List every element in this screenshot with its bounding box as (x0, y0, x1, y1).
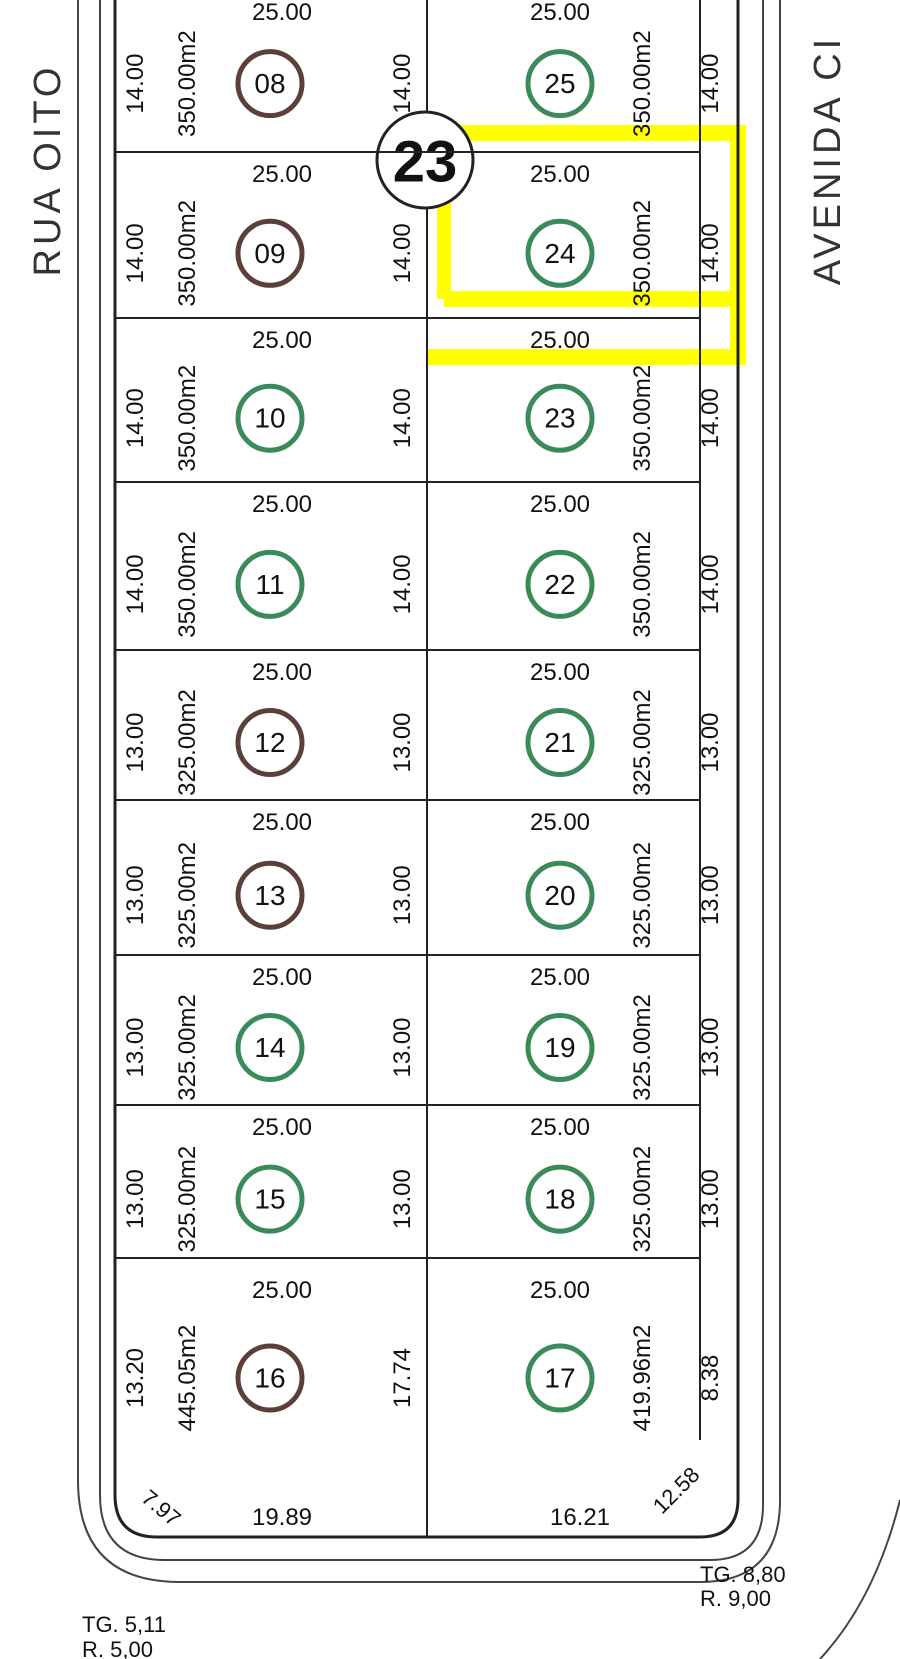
lot-top-dim-18: 25.00 (529, 1114, 591, 1141)
lot-bottom-dim-17: 16.21 (549, 1504, 611, 1531)
lot-area-15: 325.00m2 (174, 1145, 201, 1253)
lot-area-22: 350.00m2 (629, 531, 656, 638)
lot-front-dim-25: 14.00 (697, 53, 724, 114)
lot-number-12: 12 (254, 727, 286, 758)
lot-number-24: 24 (544, 237, 576, 269)
lot-area-09: 350.00m2 (174, 199, 201, 307)
lot-top-dim-22: 25.00 (529, 491, 591, 518)
lot-number-13: 13 (254, 879, 286, 911)
lot-side-dim-16: 17.74 (389, 1347, 416, 1409)
lot-top-dim-14: 25.00 (251, 964, 313, 991)
lot-number-23: 23 (544, 402, 576, 434)
lot-number-15: 15 (254, 1183, 286, 1215)
lot-front-dim-18: 13.00 (697, 1169, 724, 1230)
lot-front-dim-11: 14.00 (122, 554, 149, 615)
lot-area-11: 350.00m2 (174, 531, 201, 638)
lot-number-17: 17 (544, 1362, 576, 1394)
lot-bottom-dim-16: 19.89 (251, 1504, 313, 1531)
lot-top-dim-25: 25.00 (529, 0, 591, 26)
avenue-curb (820, 1500, 900, 1659)
lot-top-dim-13: 25.00 (251, 809, 313, 836)
lot-number-09: 09 (254, 237, 286, 269)
lot-top-dim-10: 25.00 (251, 327, 313, 354)
lot-front-dim-15: 13.00 (122, 1169, 149, 1230)
block-badge-label: 23 (392, 129, 458, 195)
lot-front-dim-22: 14.00 (697, 554, 724, 615)
street-left-name: RUA OITO (27, 63, 69, 277)
lot-number-21: 21 (544, 727, 576, 758)
lot-area-10: 350.00m2 (174, 364, 201, 472)
lot-area-18: 325.00m2 (629, 1145, 656, 1253)
lot-front-dim-17: 8.38 (697, 1354, 724, 1402)
lot-side-dim-15: 13.00 (389, 1169, 416, 1230)
curve-right-r: R. 9,00 (700, 1586, 771, 1611)
lot-top-dim-17: 25.00 (529, 1277, 591, 1304)
curve-left-tg: TG. 5,11 (82, 1612, 166, 1637)
lot-area-16: 445.05m2 (174, 1324, 201, 1432)
lot-top-dim-08: 25.00 (251, 0, 313, 26)
lot-front-dim-23: 14.00 (697, 388, 724, 449)
lot-top-dim-11: 25.00 (251, 491, 313, 518)
street-right-name: AVENIDA CI (807, 34, 849, 286)
lot-front-dim-24: 14.00 (697, 223, 724, 284)
lot-front-dim-21: 13.00 (697, 712, 724, 773)
lot-corner-dim-16: 7.97 (136, 1484, 186, 1532)
lot-area-23: 350.00m2 (629, 364, 656, 472)
lot-number-16: 16 (254, 1362, 286, 1394)
lot-number-25: 25 (544, 68, 576, 100)
lot-side-dim-11: 14.00 (389, 554, 416, 615)
lot-front-dim-08: 14.00 (122, 53, 149, 114)
lot-side-dim-09: 14.00 (389, 223, 416, 284)
lot-number-20: 20 (544, 879, 576, 911)
lot-area-14: 325.00m2 (174, 994, 201, 1101)
lot-number-10: 10 (254, 402, 286, 434)
lot-side-dim-13: 13.00 (389, 865, 416, 926)
lot-front-dim-13: 13.00 (122, 865, 149, 926)
lot-top-dim-20: 25.00 (529, 809, 591, 836)
lot-area-13: 325.00m2 (174, 841, 201, 949)
lot-corner-dim-17: 12.58 (647, 1461, 705, 1519)
lot-top-dim-19: 25.00 (529, 964, 591, 991)
lot-front-dim-16: 13.20 (122, 1347, 149, 1409)
lot-top-dim-09: 25.00 (251, 161, 313, 188)
lot-top-dim-24: 25.00 (529, 161, 591, 188)
lot-area-19: 325.00m2 (629, 994, 656, 1101)
lot-number-22: 22 (544, 568, 576, 600)
lot-area-24: 350.00m2 (629, 199, 656, 307)
lot-side-dim-14: 13.00 (389, 1017, 416, 1078)
lot-top-dim-15: 25.00 (251, 1114, 313, 1141)
lot-side-dim-12: 13.00 (389, 712, 416, 773)
lot-area-12: 325.00m2 (174, 689, 201, 796)
lot-area-17: 419.96m2 (629, 1324, 656, 1432)
lot-area-25: 350.00m2 (629, 30, 656, 137)
lot-front-dim-09: 14.00 (122, 223, 149, 284)
lot-top-dim-12: 25.00 (251, 659, 313, 686)
lot-front-dim-12: 13.00 (122, 712, 149, 773)
lot-front-dim-10: 14.00 (122, 388, 149, 449)
curve-left-r: R. 5,00 (82, 1637, 153, 1659)
lot-number-08: 08 (254, 68, 286, 100)
lot-top-dim-23: 25.00 (529, 327, 591, 354)
lot-front-dim-20: 13.00 (697, 865, 724, 926)
lot-area-08: 350.00m2 (174, 30, 201, 137)
lot-side-dim-10: 14.00 (389, 388, 416, 449)
lot-top-dim-21: 25.00 (529, 659, 591, 686)
lot-side-dim-08: 14.00 (389, 53, 416, 114)
lot-area-21: 325.00m2 (629, 689, 656, 796)
lot-area-20: 325.00m2 (629, 841, 656, 949)
curve-right-tg: TG. 8,80 (700, 1562, 786, 1587)
lot-top-dim-16: 25.00 (251, 1277, 313, 1304)
lot-front-dim-14: 13.00 (122, 1017, 149, 1078)
lot-number-14: 14 (254, 1032, 286, 1063)
lot-front-dim-19: 13.00 (697, 1017, 724, 1078)
lot-number-18: 18 (544, 1183, 576, 1215)
lot-number-11: 11 (255, 568, 285, 600)
lot-number-19: 19 (544, 1032, 576, 1063)
